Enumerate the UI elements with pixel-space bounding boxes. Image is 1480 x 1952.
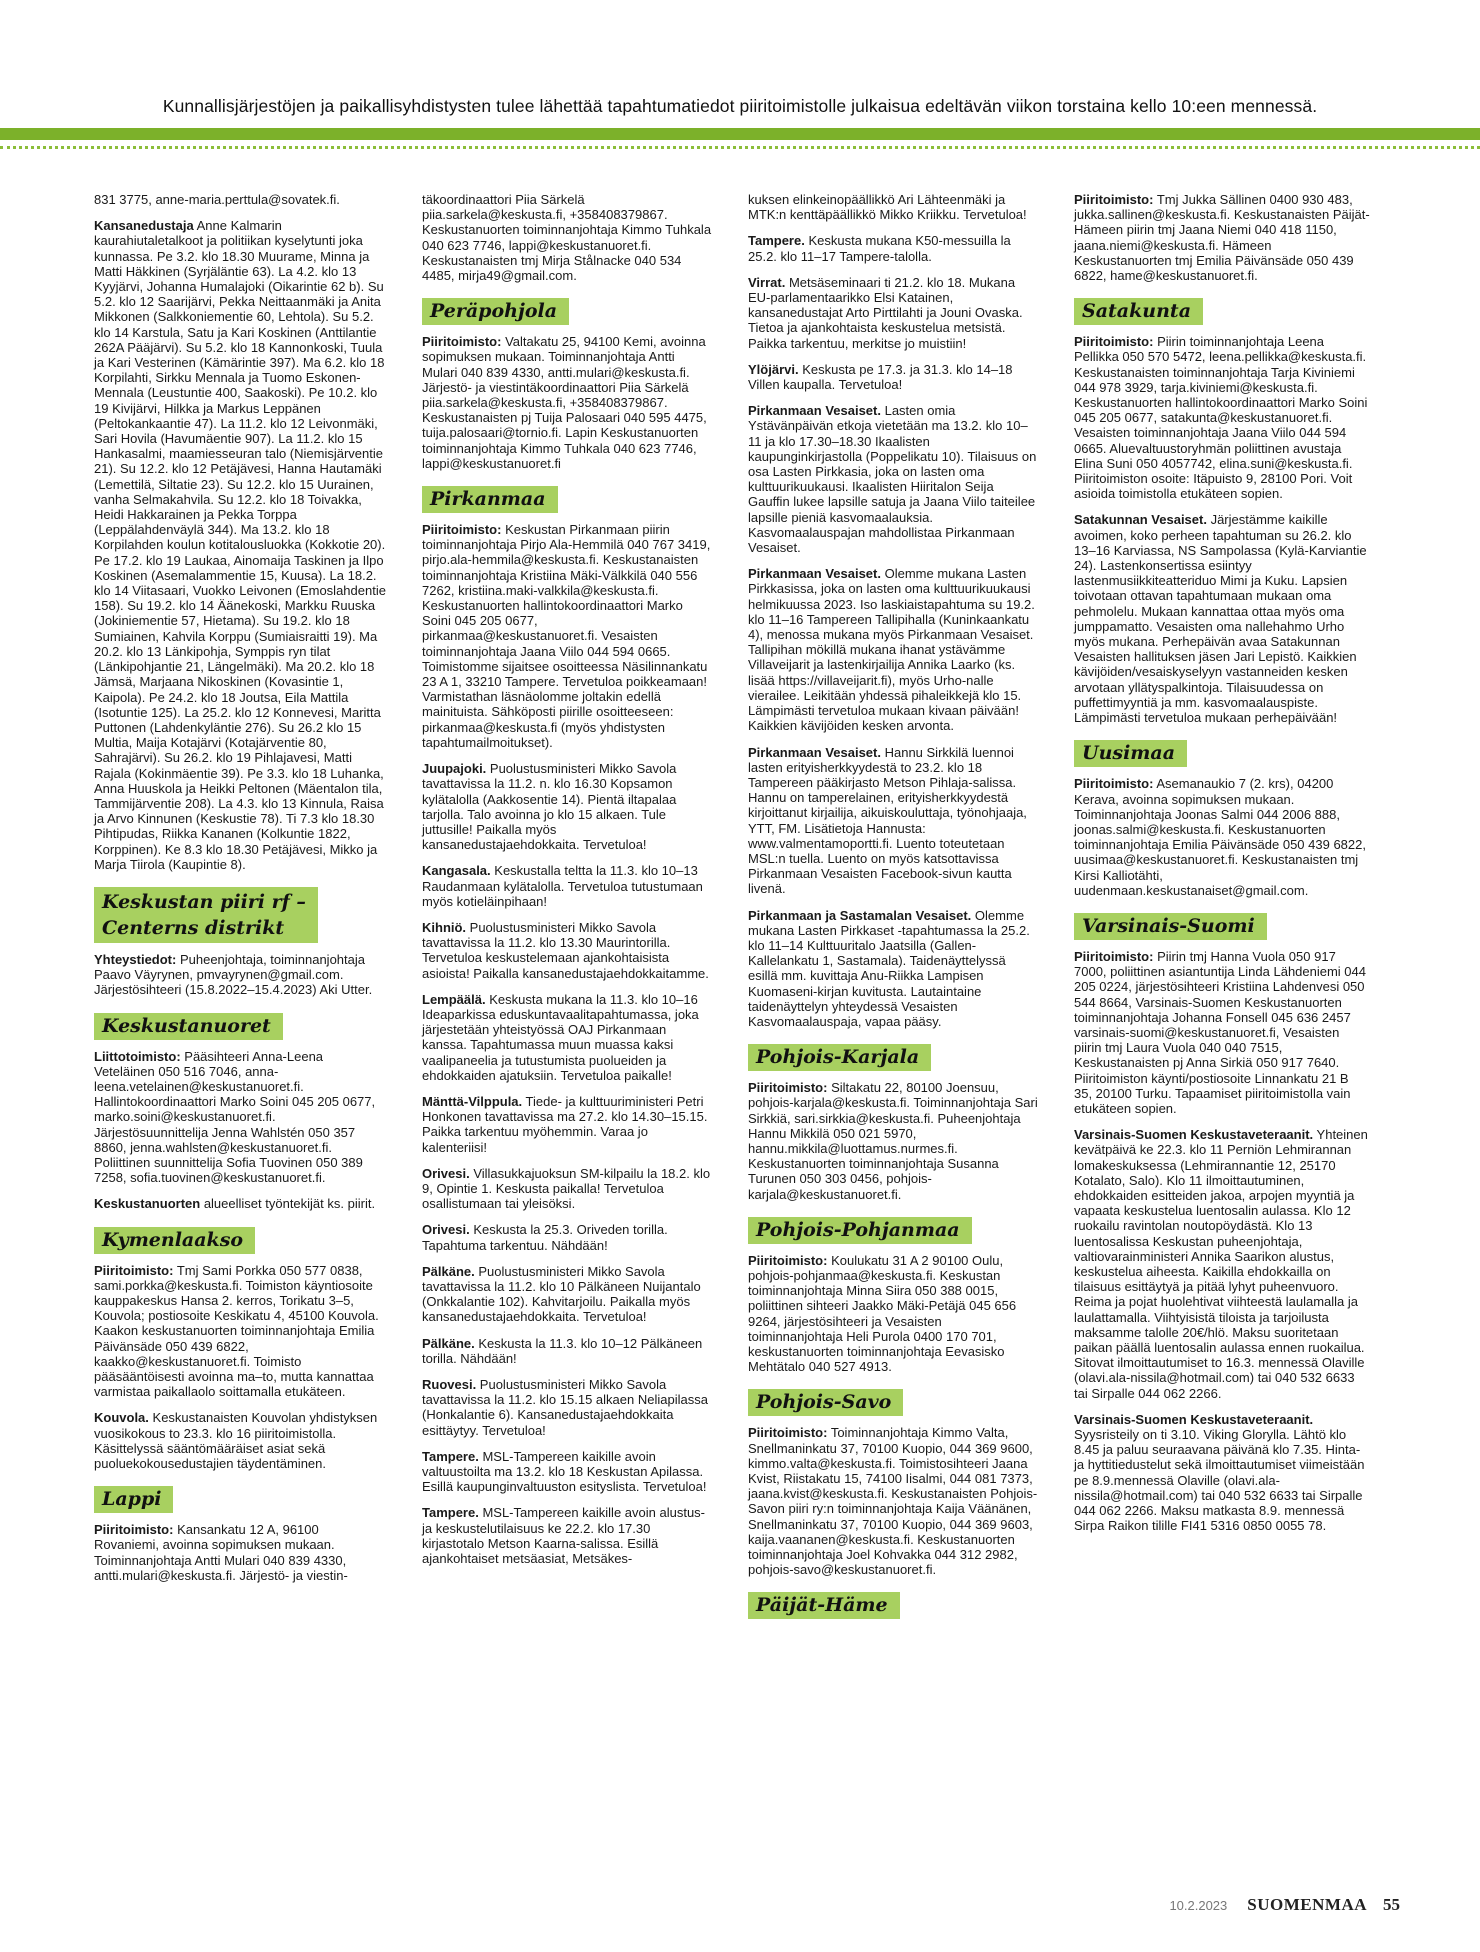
section-heading-keskustanuoret: Keskustanuoret — [94, 1013, 283, 1040]
paragraph: Piiritoimisto: Piirin tmj Hanna Vuola 050 917 7000, poliittinen asiantuntija Linda Lähdeniemi 044 205 0224, järjestösihteeri Kristiina Lahdenvesi 050 544 8664, Varsinais-Suomen Keskustanuorten toiminnanjohtaja Johanna Fonsell 045 636 2457 varsinais-suomi@keskustanuoret.fi, Vesaisten piirin tmj Laura Vuola 040 040 7515, Keskustanaisten pj Anna Sirkiä 050 917 7640. Piiritoimiston käynti/postiosoite Linnankatu 21 B 35, 20100 Turku. Tapaamiset piiritoimistolla vain etukäteen sopien. — [1074, 948, 1366, 1116]
paragraph: Tampere. MSL-Tampereen kaikille avoin valtuustoilta ma 13.2. klo 18 Keskustan Apilassa. Esillä kaupunginvaltuuston esityslista. Tervetuloa! — [422, 1448, 707, 1495]
column-3 — [748, 192, 1038, 1628]
paragraph: Ruovesi. Puolustusministeri Mikko Savola tavattavissa la 11.2. klo 15.15 alkaen Neliapilassa (Honkalantie 6). Kansanedustajaehdokkaita esittäytyy. Tervetuloa! — [422, 1377, 708, 1438]
paragraph: Kangasala. Keskustalla teltta la 11.3. klo 10–13 Raudanmaan kylätalolla. Tervetuloa tutustumaan myös kotieläinpihaan! — [422, 863, 703, 909]
header-note: Kunnallisjärjestöjen ja paikallisyhdistysten tulee lähettää tapahtumatiedot piiritoimistolle julkaisua edeltävän viikon torstaina kello 10:een mennessä. — [162, 96, 1318, 116]
paragraph: Piiritoimisto: Tmj Sami Porkka 050 577 0838, sami.porkka@keskusta.fi. Toimiston käyntiosoite kauppakeskus Hansa 2. kerros, Torikatu 3–5, Kouvola; postiosoite Keskikatu 4, 45100 Kouvola. Kaakon keskustanuorten toiminnanjohtaja Emilia Päivänsäde 050 439 6822, kaakko@keskustanuoret.fi. Toimisto pääsääntöisesti avoinna ma–to, mutta kannattaa varmistaa paikallaolo soittamalla etukäteen. — [94, 1262, 379, 1400]
paragraph: kuksen elinkeinopäällikkö Ari Lähteenmäki ja MTK:n kenttäpäällikkö Mikko Kriikku. Tervetuloa! — [748, 192, 1027, 223]
paragraph: Pirkanmaan Vesaiset. Hannu Sirkkilä luennoi lasten erityisherkkyydestä to 23.2. klo 18 Tampereen pääkirjasto Metson Pihlaja-salissa. Hannu on tamperelainen, erityisherkkyydestä kirjoittanut kirjailija, aikuiskouluttaja, työnohjaaja, YTT, FM. Lisätietoja Hannusta: www.valmentamoportti.fi. Luento toteutetaan MSL:n tuella. Luento on myös katsottavissa Pirkanmaan Vesaisten Facebook-sivun kautta livenä. — [748, 744, 1027, 897]
paragraph: Piiritoimisto: Toiminnanjohtaja Kimmo Valta, Snellmaninkatu 37, 70100 Kuopio, 044 369 9600, kimmo.valta@keskusta.fi. Toimistosihteeri Jaana Kvist, Riistakatu 15, 74100 Iisalmi, 044 081 7373, jaana.kvist@keskusta.fi. Keskustanaisten Pohjois-Savon piiri ry:n toiminnanjohtaja Kaija Väänänen, Snellmaninkatu 37, 70100 Kuopio, 044 369 9603, kaija.vaananen@keskusta.fi. Keskustanuorten toiminnanjohtaja Joel Kohvakka 044 312 2982, pohjois-savo@keskustanuoret.fi. — [748, 1425, 1038, 1578]
section-heading-pohjois-pohjanmaa: Pohjois-Pohjanmaa — [748, 1217, 972, 1244]
section-heading-satakunta: Satakunta — [1074, 298, 1203, 325]
column-2 — [422, 192, 712, 1577]
paragraph: Piiritoimisto: Piirin toiminnanjohtaja Leena Pellikka 050 570 5472, leena.pellikka@keskusta.fi. Keskustanaisten toiminnanjohtaja Tarja Kiviniemi 044 978 3929, tarja.kiviniemi@keskusta.fi. Keskustanuorten hallintokoordinaattori Marko Soini 045 205 0677, satakunta@keskustanuoret.fi. Vesaisten toiminnanjohtaja Jaana Viilo 044 594 0665. Aluevaltuustoryhmän poliittinen avustaja Elina Suni 050 4057742, elina.suni@keskusta.fi. Piiritoimiston osoite: Itäpuisto 9, 28100 Pori. Voit asioida toimistolla etukäteen sopien. — [1074, 334, 1368, 502]
section-heading-centerns: Keskustan piiri rf – Centerns distrikt — [94, 887, 318, 943]
section-heading-lappi: Lappi — [94, 1486, 173, 1513]
paragraph: Orivesi. Villasukkajuoksun SM-kilpailu la 18.2. klo 9, Opintie 1. Keskusta paikalla! Tervetuloa osallistumaan tai yleisöksi. — [422, 1165, 711, 1212]
section-heading-kymenlaakso: Kymenlaakso — [94, 1227, 255, 1254]
section-heading-pohjois-savo: Pohjois-Savo — [748, 1389, 903, 1416]
page-footer — [1169, 1895, 1400, 1915]
header-green-bar — [0, 128, 1480, 140]
paragraph: Pirkanmaan Vesaiset. Lasten omia Ystävänpäivän etkoja vietetään ma 13.2. klo 10–11 ja klo 17.30–18.30 Ikaalisten kaupunginkirjastolla (Poppelikatu 10). Tilaisuus on osa Lasten Pirkkasia, joka on lasten oma kulttuurikuukausi. Ikaalisten Hiiritalon Seija Gauffin lukee lapsille satuja ja Jaana Viilo taiteilee lapsille pieniä kasvomaalauksia. Kasvomaalauspajan mahdollistaa Pirkanmaan Vesaiset. — [748, 403, 1037, 556]
issue-date: 10.2.2023 — [1169, 1898, 1228, 1913]
paragraph: Juupajoki. Puolustusministeri Mikko Savola tavattavissa la 11.2. n. klo 16.30 Kopsamon kylätalolla (Aakkosentie 14). Pientä iltapalaa tarjolla. Talo avoinna jo klo 15 alkaen. Tule juttusille! Paikalla myös kansanedustajaehdokkaita. Tervetuloa! — [422, 761, 677, 853]
section-heading-pohjois-karjala: Pohjois-Karjala — [748, 1044, 931, 1071]
section-heading-pirkanmaa: Pirkanmaa — [422, 486, 558, 513]
dotted-divider — [0, 146, 1480, 149]
paragraph: Piiritoimisto: Kansankatu 12 A, 96100 Rovaniemi, avoinna sopimuksen mukaan. Toiminnanjohtaja Antti Mulari 040 839 4330, antti.mulari@keskusta.fi. Järjestö- ja viestin- — [94, 1522, 348, 1583]
paragraph: Kouvola. Keskustanaisten Kouvolan yhdistyksen vuosikokous to 23.3. klo 16 piiritoimistolla. Käsittelyssä sääntömääräiset asiat sekä puoluekokousedustajien täydentäminen. — [94, 1410, 378, 1472]
paragraph: Mänttä-Vilppula. Tiede- ja kulttuuriministeri Petri Honkonen tavattavissa ma 27.2. klo 14.30–15.15. Paikka tarkentuu myöhemmin. Varaa jo kalenteriisi! — [422, 1093, 708, 1155]
paragraph: Kihniö. Puolustusministeri Mikko Savola tavattavissa la 11.2. klo 13.30 Maurintorilla. Tervetuloa keskustelemaan ajankohtaisista asioista! Paikalla kansanedustajaehdokkaitamme. — [422, 919, 709, 981]
section-heading-varsinais-suomi: Varsinais-Suomi — [1074, 913, 1267, 940]
paragraph: Orivesi. Keskusta la 25.3. Oriveden torilla. Tapahtuma tarkentuu. Nähdään! — [422, 1222, 668, 1253]
paragraph: Tampere. Keskusta mukana K50-messuilla la 25.2. klo 11–17 Tampere-talolla. — [748, 233, 1011, 264]
paragraph: Lempäälä. Keskusta mukana la 11.3. klo 10–16 Ideaparkissa eduskuntavaalitapahtumassa, joka järjestetään yhteistyössä OAJ Pirkanmaan kanssa. Tapahtumassa muun muassa kaksi vaalipaneelia ja tutustumista puolueiden ja ehdokkaiden ajatuksiin. Tervetuloa paikalle! — [422, 991, 699, 1083]
column-4 — [1074, 192, 1370, 1544]
paragraph: täkoordinaattori Piia Särkelä piia.sarkela@keskusta.fi, +358408379867. Keskustanuorten toiminnanjohtaja Kimmo Tuhkala 040 623 7746, lappi@keskustanuoret.fi. Keskustanaisten tmj Mirja Stålnacke 040 534 4485, mirja49@gmail.com. — [422, 192, 712, 284]
paragraph: Kansanedustaja Anne Kalmarin kaurahiutaletalkoot ja politiikan kyselytunti joka kunnassa. Pe 3.2. klo 18.30 Muurame, Minna ja Matti Häkkinen (Syrjäläntie 63). La 4.2. klo 13 Kyyjärvi, Johanna Humalajoki (Oikarintie 62 b). Su 5.2. klo 12 Saarijärvi, Pekka Neittaanmäki ja Anita Mikkonen (Salkkoniementie 60, Lehtola). Su 5.2. klo 14 Karstula, Satu ja Kari Koskinen (Anttilantie 262A Pääjärvi). Su 5.2. klo 18 Kannonkoski, Tuula ja Kari Vesterinen (Kämärintie 397). Ma 6.2. klo 18 Korpilahti, Sirkku Mennala ja Tuomo Eskonen-Mennala (Leustuntie 400, Saakoski). Pe 10.2. klo 19 Kivijärvi, Hilkka ja Markus Leppänen (Peltokankaantie 47). La 11.2. klo 12 Leivonmäki, Sari Hovila (Havumäentie 907). La 11.2. klo 15 Hankasalmi, maamiesseuran talo (Niemisjärventie 21). Su 12.2. klo 12 Petäjävesi, Hanna Hautamäki (Lemettilä, Siltatie 23). Su 12.2. klo 15 Uurainen, vanha Selmakahvila. Su 12.2. klo 18 Toivakka, Heidi Hakkarainen ja Pekka Torppa (Leppälahdenväylä 344). Ma 13.2. klo 18 Korpilahden koulun kotitalousluokka (Kokkotie 20). Pe 17.2. klo 19 Laukaa, Ainomaija Taskinen ja Ilpo Koskinen (Asemalammentie 15, Kuusa). La 18.2. klo 14 Viitasaari, Vuokko Leivonen (Emoslahdentie 158). Su 19.2. klo 14 Äänekoski, Markku Ruuska (Jokiniementie 57, Hietama). Su 19.2. klo 18 Sumiainen, Kahvila Korppu (Sumiaisraitti 19). Ma 20.2. klo 13 Länkipohja, Symppis ryn tilat (Länkipohjantie 21, Längelmäki). Ma 20.2. klo 18 Jämsä, Marjaana Nikoskinen (Kovasintie 1, Kaipola). Pe 24.2. klo 18 Joutsa, Eila Mattila (Isotuntie 125). La 25.2. klo 12 Konnevesi, Maritta Puttonen (Lahdenkyläntie 276). Su 26.2 klo 15 Multia, Maija Kotajärvi (Kotajärventie 80, Sahrajärvi). Su 26.2. klo 19 Pihlajavesi, Matti Rajala (Kokinmäentie 39). Pe 3.3. klo 18 Luhanka, Anna Huuskola ja Heikki Peltonen (Mäentalon tila, Tammijärventie 208). La 4.3. klo 13 Kinnula, Raisa ja Arvo Kinnunen (Keskustie 78). Ti 7.3 klo 18.30 Pihtipudas, Riikka Kananen (Kolkuntie 1822, Korppinen). Ke 8.3 klo 18.30 Petäjävesi, Mikko ja Marja Tiirola (Kaupintie 8). — [94, 218, 386, 872]
section-heading-perapohjola: Peräpohjola — [422, 298, 569, 325]
magazine-name: SUOMENMAA — [1247, 1895, 1367, 1914]
page-number: 55 — [1383, 1895, 1400, 1914]
paragraph: Pälkäne. Keskusta la 11.3. klo 10–12 Pälkäneen torilla. Nähdään! — [422, 1335, 703, 1366]
paragraph: Keskustanuorten alueelliset työntekijät ks. piirit. — [94, 1196, 376, 1212]
paragraph: Piiritoimisto: Keskustan Pirkanmaan piirin toiminnanjohtaja Pirjo Ala-Hemmilä 040 767 3419, pirjo.ala-hemmila@keskusta.fi. Keskustanaisten toiminnanjohtaja Kristiina Mäki-Välkkilä 040 556 7262, kristiina.maki-valkkila@keskusta.fi. Keskustanuorten hallintokoordinaattori Marko Soini 045 205 0677, pirkanmaa@keskustanuoret.fi. Vesaisten toiminnanjohtaja Jaana Viilo 044 594 0665. Toimistomme sijaitsee osoitteessa Näsilinnankatu 23 A 1, 33210 Tampere. Tervetuloa poikkeamaan! Varmistathan läsnäolomme joltakin edellä mainituista. Sähköposti piirille osoitteeseen: pirkanmaa@keskusta.fi (myös yhdistysten tapahtumailmoitukset). — [422, 522, 711, 750]
paragraph: Ylöjärvi. Keskusta pe 17.3. ja 31.3. klo 14–18 Villen kaupalla. Tervetuloa! — [748, 361, 1013, 393]
paragraph: Yhteystiedot: Puheenjohtaja, toiminnanjohtaja Paavo Väyrynen, pmvayrynen@gmail.com. Järjestösihteeri (15.8.2022–15.4.2023) Aki Utter. — [94, 951, 373, 998]
column-1 — [94, 192, 386, 1594]
section-heading-uusimaa: Uusimaa — [1074, 740, 1187, 767]
paragraph: 831 3775, anne-maria.perttula@sovatek.fi. — [94, 192, 340, 207]
paragraph: Piiritoimisto: Koulukatu 31 A 2 90100 Oulu, pohjois-pohjanmaa@keskusta.fi. Keskustan toiminnanjohtaja Minna Siira 050 388 0015, poliittinen sihteeri Jaakko Mäki-Petäjä 045 656 9264, järjestösihteeri ja Vesaisten toiminnanjohtaja Heli Purola 0400 170 701, keskustanuorten toiminnanjohtaja Eevasisko Mehtätalo 040 527 4913. — [748, 1252, 1017, 1375]
paragraph: Tampere. MSL-Tampereen kaikille avoin alustus- ja keskustelutilaisuus ke 22.2. klo 17.30 kirjastotalo Metson Kaarna-salissa. Esillä ajankohtaiset metsäasiat, Metsäkes- — [422, 1505, 705, 1567]
paragraph: Piiritoimisto: Asemanaukio 7 (2. krs), 04200 Kerava, avoinna sopimuksen mukaan. Toiminnanjohtaja Joonas Salmi 044 2006 888, joonas.salmi@keskusta.fi. Keskustanuorten toiminnanjohtaja Emilia Päivänsäde 050 439 6822, uusimaa@keskustanuoret.fi. Keskustanaisten tmj Kirsi Kalliotähti, uudenmaan.keskustanaiset@gmail.com. — [1074, 776, 1366, 898]
paragraph: Pirkanmaan ja Sastamalan Vesaiset. Olemme mukana Lasten Pirkkaset -tapahtumassa la 25.2. klo 11–14 Kulttuuritalo Jaatsilla (Gallen-Kallelankatu 1, Sastamala). Taidenäyttelyssä esillä mm. kuvittaja Anu-Riikka Lampisen Kuomaseni-kirjan kuvitusta. Lautaintaine taidenäyttelyn yhteydessä Vesaisten Kasvomaalauspaja, vapaa pääsy. — [748, 907, 1030, 1029]
paragraph: Piiritoimisto: Siltakatu 22, 80100 Joensuu, pohjois-karjala@keskusta.fi. Toiminnanjohtaja Sari Sirkkiä, sari.sirkkia@keskusta.fi. Puheenjohtaja Hannu Mikkilä 050 021 5970, hannu.mikkila@luottamus.nurmes.fi. Keskustanuorten toiminnanjohtaja Susanna Turunen 050 303 0456, pohjois-karjala@keskustanuoret.fi. — [748, 1080, 1038, 1202]
paragraph: Pälkäne. Puolustusministeri Mikko Savola tavattavissa la 11.2. klo 10 Pälkäneen Nuijantalo (Onkkalantie 102). Kahvitarjoilu. Paikalla myös kansanedustajaehdokkaita. Tervetuloa! — [422, 1263, 701, 1325]
paragraph: Virrat. Metsäseminaari ti 21.2. klo 18. Mukana EU-parlamentaarikko Elsi Katainen, kansanedustajat Arto Pirttilahti ja Jouni Ovaska. Tietoa ja ajankohtaista keskustelua metsistä. Paikka tarkentuu, merkitse jo muistiin! — [748, 274, 1023, 351]
paragraph: Piiritoimisto: Valtakatu 25, 94100 Kemi, avoinna sopimuksen mukaan. Toiminnanjohtaja Antti Mulari 040 839 4330, antti.mulari@keskusta.fi. Järjestö- ja viestintäkoordinaattori Piia Särkelä piia.sarkela@keskusta.fi, +358408379867. Keskustanaisten pj Tuija Palosaari 040 595 4475, tuija.palosaari@tornio.fi. Lapin Keskustanuorten toiminnanjohtaja Kimmo Tuhkala 040 623 7746, lappi@keskustanuoret.fi — [422, 334, 707, 471]
paragraph: Varsinais-Suomen Keskustaveteraanit. Yhteinen kevätpäivä ke 22.3. klo 11 Perniön Lehmirannan lomakeskuksessa (Lehmirannantie 12, 25170 Kotalato, Salo). Klo 11 ilmoittautuminen, ehdokkaiden esitteiden jakoa, arpojen myyntiä ja vapaata keskustelua luentosalin aulassa. Klo 12 ruokailu ravintolan noutopöydästä. Klo 13 luentosalissa Keskustan puheenjohtaja, valtiovarainministeri Annika Saarikon alustus, keskustelua aiheesta. Kaikilla ehdokkailla on tilaisuus esittäytyä ja pitää lyhyt puheenvuoro. Reima ja pojat huolehtivat viihteestä laulamalla ja laulattamalla. Viihtyisistä tiloista ja tarjoilusta maksamme talolle 20€/hlö. Maksu suoritetaan paikan päällä luentosalin aulassa ennen ruokailua. Sitovat ilmoittautumiset to 16.3. mennessä Olaville (olavi.ala-nissila@hotmail.com) tai 040 532 6633 tai Sirpalle 044 062 2266. — [1074, 1127, 1368, 1401]
paragraph: Pirkanmaan Vesaiset. Olemme mukana Lasten Pirkkasissa, joka on lasten oma kulttuurikuukausi helmikuussa 2023. Iso laskiaistapahtuma su 19.2. klo 11–16 Tampereen Tallipihalla (Kuninkaankatu 4), menossa mukana myös Pirkanmaan Vesaiset. Tallipihan mökillä mukana ihanat ystävämme Villaveijarit ja lastenkirjailija Annika Laarko (ks. lisää https://villaveijarit.fi), myös Urho-nalle vierailee. Leikitään yhdessä pihaleikkejä klo 15. Lämpimästi tervetuloa mukaan kivaan päivään! Kaikkien kävijöiden kesken arvonta. — [748, 566, 1035, 734]
paragraph: Varsinais-Suomen Keskustaveteraanit. Syysristeily on ti 3.10. Viking Glorylla. Lähtö klo 8.45 ja paluu seuraavana päivänä klo 7.35. Hinta- ja hyttitiedustelut sekä ilmoittautumiset viimeistään pe 8.9.mennessä Olaville (olavi.ala-nissila@hotmail.com) tai 040 532 6633 tai Sirpalle 044 062 2266. Maksu matkasta 8.9. mennessä Sirpa Raikon tilille FI41 5316 0850 0055 78. — [1074, 1411, 1365, 1534]
section-heading-paijat-hame: Päijät-Häme — [748, 1592, 900, 1619]
paragraph: Satakunnan Vesaiset. Järjestämme kaikille avoimen, koko perheen tapahtuman su 26.2. klo 13–16 Karviassa, NS Sampolassa (Kylä-Karviantie 24). Lastenkonsertissa esiintyy lastenmusiikkiteatteriduo Mimi ja Kuku. Lapsien toivotaan ottavan tapahtumaan mukaan oma pehmolelu. Mukaan kannattaa ottaa myös oma jumppamatto. Vesaisten oma nallehahmo Urho myös mukana. Perhepäivän avaa Satakunnan Vesaisten hallituksen jäsen Jari Lepistö. Kaikkien kävijöiden/vesaiskyselyyn vastanneiden kesken arvotaan yllätyspalkintoja. Tilaisuudessa on puffettimyyntiä ja mm. kasvomaalauspiste. Lämpimästi tervetuloa mukaan perhepäivään! — [1074, 512, 1367, 726]
paragraph: Piiritoimisto: Tmj Jukka Sällinen 0400 930 483, jukka.sallinen@keskusta.fi. Keskustanaisten Päijät-Hämeen piirin tmj Jaana Niemi 040 418 1150, jaana.niemi@keskusta.fi. Hämeen Keskustanuorten tmj Emilia Päivänsäde 050 439 6822, hame@keskustanuoret.fi. — [1074, 192, 1370, 284]
paragraph: Liittotoimisto: Pääsihteeri Anna-Leena Veteläinen 050 516 7046, anna-leena.vetelainen@keskustanuoret.fi. Hallintokoordinaattori Marko Soini 045 205 0677, marko.soini@keskustanuoret.fi. Järjestösuunnittelija Jenna Wahlstén 050 357 8860, jenna.wahlsten@keskustanuoret.fi. Poliittinen suunnittelija Sofia Tuovinen 050 389 7258, sofia.tuovinen@keskustanuoret.fi. — [94, 1048, 376, 1186]
